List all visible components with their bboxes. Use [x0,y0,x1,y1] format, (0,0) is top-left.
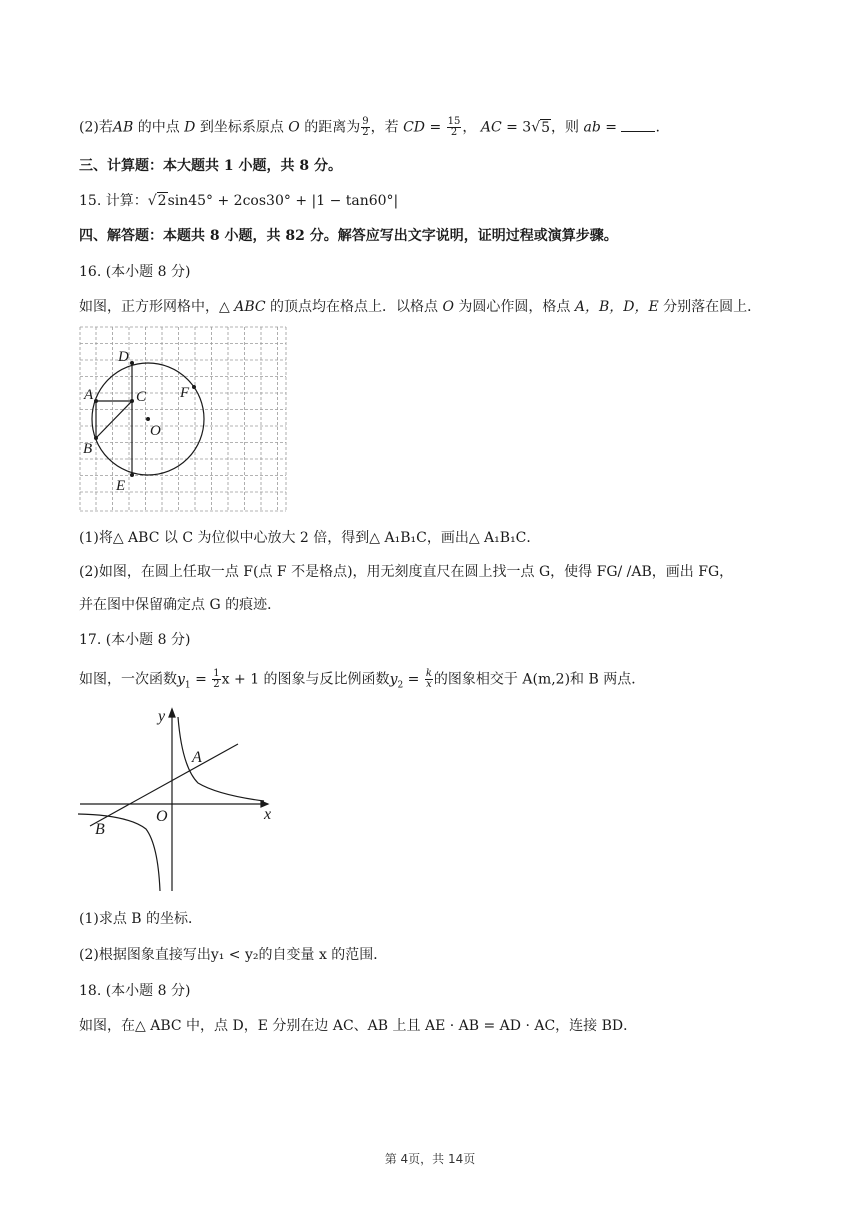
q16-part1: (1)将△ ABC 以 C 为位似中心放大 2 倍，得到△ A₁B₁C，画出△ A₁B₁C． [79,530,541,546]
label-f: F [180,385,190,401]
q17-graph-figure [78,705,278,895]
fraction-1-2: $\frac{1}{2}$ [213,668,220,690]
label-c: C [136,389,147,405]
section-3-heading: 三、计算题：本大题共 1 小题，共 8 分。 [79,158,342,174]
q18-heading: 18. (本小题 8 分) [79,983,191,999]
q14-part2-line: (2)若AB 的中点 D 到坐标系原点 O 的距离为 $\frac{9}{2}$ ，若 CD = $\frac{15}{2}$ ， AC = 3√5，则 ab = . [79,116,660,138]
q16-part2-line1: (2)如图，在圆上任取一点 F(点 F 不是格点)，用无刻度直尺在圆上找一点 G，使得 FG/ /AB，画出 FG， [79,564,734,580]
q16-description: 如图，正方形网格中，△ ABC 的顶点均在格点上．以格点 O 为圆心作圆，格点 A，B，D，E 分别落在圆上． [79,299,762,315]
q17-part2: (2)根据图象直接写出y₁ < y₂的自变量 x 的范围． [79,947,388,963]
q15-line: 15. 计算：√2sin45° + 2cos30° + |1 − tan60°| [79,193,399,209]
section-4-heading: 四、解答题：本题共 8 小题，共 82 分。解答应写出文字说明，证明过程或演算步骤。 [79,228,618,244]
label-o: O [150,423,161,439]
q17-heading: 17. (本小题 8 分) [79,632,191,648]
q16-heading: 16. (本小题 8 分) [79,264,191,280]
q17-description: 如图，一次函数$y_1$ = $\frac{1}{2}$ x + 1 的图象与反比例函数$y_2$ = $\frac{k}{x}$ 的图象相交于 A(m,2)和 B 两点． [79,668,646,691]
q18-description: 如图，在△ ABC 中，点 D，E 分别在边 AC、AB 上且 AE · AB = AD · AC，连接 BD． [79,1018,638,1034]
answer-blank[interactable] [621,119,655,132]
label-b: B [83,441,93,457]
axis-label-x: x [264,806,272,823]
fraction-k-x: $\frac{k}{x}$ [425,668,432,690]
fraction-9-2: $\frac{9}{2}$ [362,116,369,138]
label-a: A [84,387,94,403]
label-point-a: A [192,749,202,766]
axis-label-y: y [158,708,166,725]
origin-label: O [156,808,168,825]
label-e: E [116,478,126,494]
segment-bc [96,401,132,438]
page-footer: 第 4页，共 14页 [384,1152,476,1166]
label-d: D [118,349,129,365]
hyperbola-branch-right [178,717,264,801]
q16-part2-line2: 并在图中保留确定点 G 的痕迹． [79,597,282,613]
q17-part1: (1)求点 B 的坐标． [79,911,203,927]
fraction-15-2: $\frac{15}{2}$ [447,116,461,138]
label-point-b: B [95,821,105,838]
q16-grid-figure [78,325,288,513]
